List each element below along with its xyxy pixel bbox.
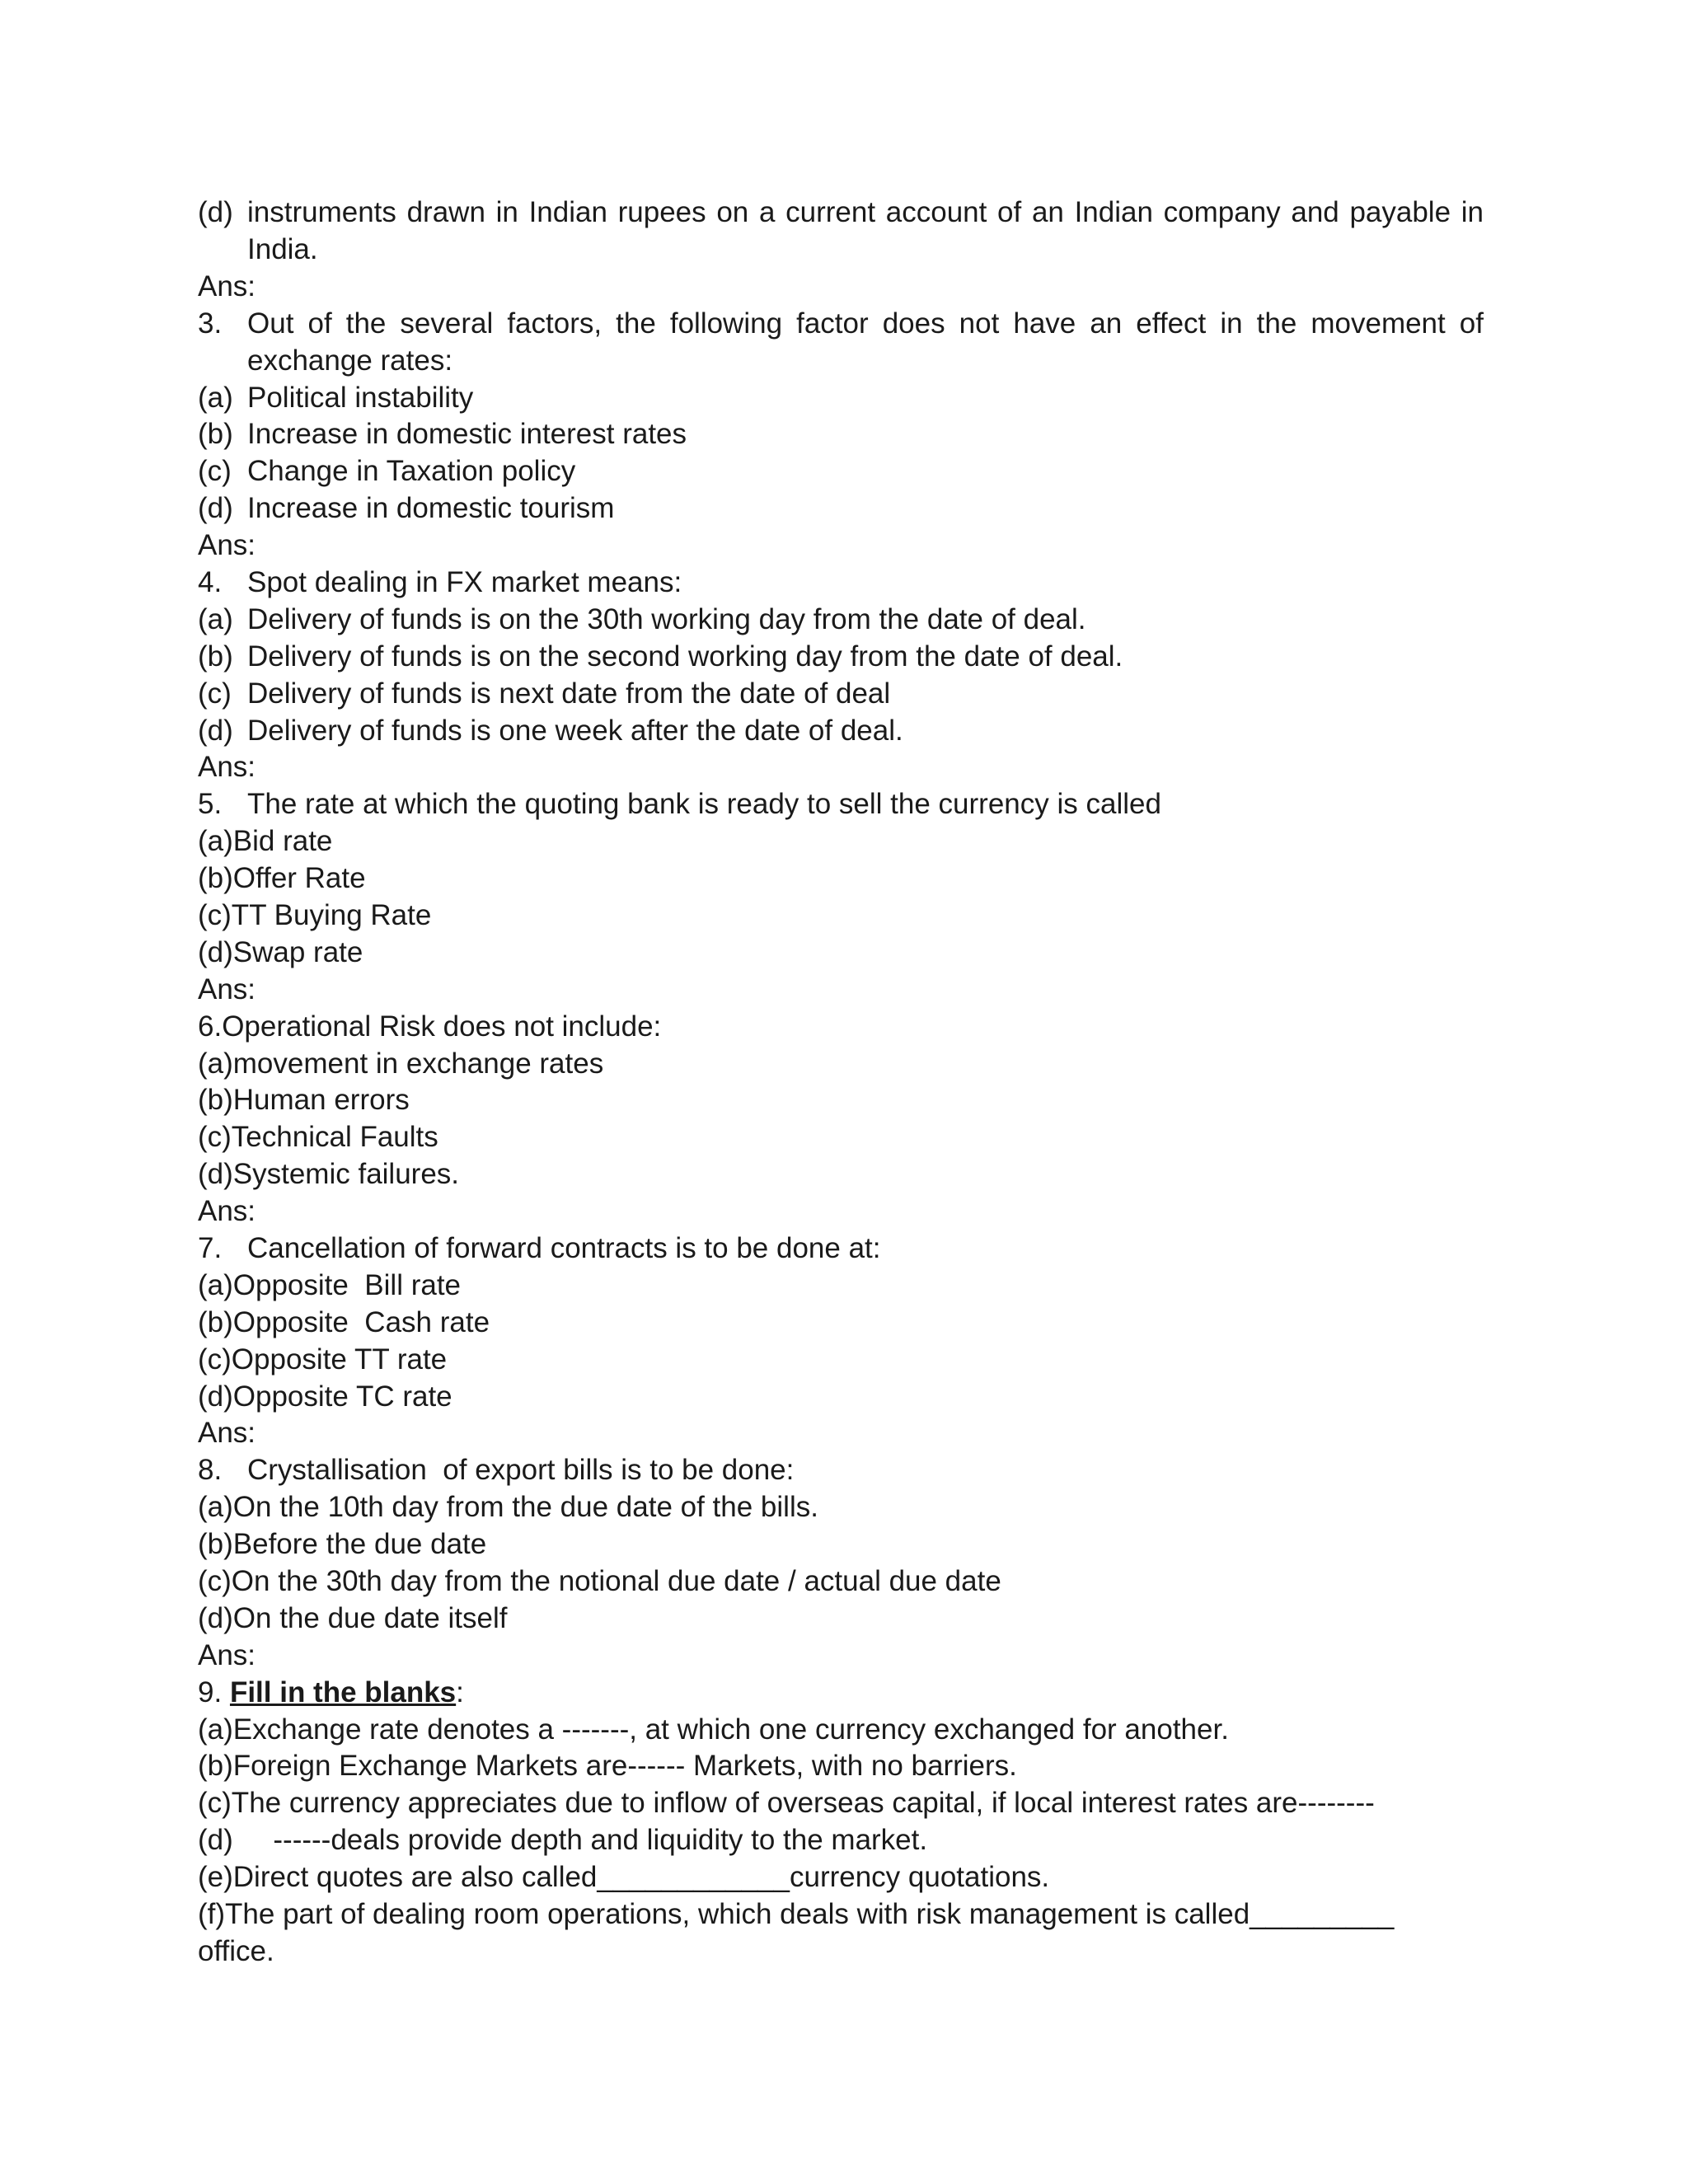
option-text: Delivery of funds is next date from the date of deal [247, 677, 891, 710]
q3-option-d [198, 490, 1484, 527]
question-text: Out of the several factors, the following factor does not have an effect in the movement of exchange rates: [247, 307, 1484, 377]
q4-question [198, 565, 1484, 602]
question-number: 5. [198, 788, 223, 821]
q5-option-a: (a)Bid rate [198, 825, 333, 858]
q7-question [198, 1230, 1484, 1268]
option-text: Political instability [247, 381, 474, 414]
question-number: 8. [198, 1454, 223, 1487]
q9-item-d: (d) ------deals provide depth and liquidity to the market. [198, 1824, 928, 1857]
q4-option-d [198, 713, 1484, 750]
q9-item-b: (b)Foreign Exchange Markets are------ Markets, with no barriers. [198, 1750, 1017, 1783]
q7-option-a: (a)Opposite Bill rate [198, 1268, 462, 1301]
option-label: (d) [198, 492, 233, 525]
q3-option-a [198, 380, 1484, 417]
q9-item-a: (a)Exchange rate denotes a -------, at which one currency exchanged for another. [198, 1713, 1229, 1746]
q7-option-b: (b)Opposite Cash rate [198, 1305, 490, 1338]
q7-option-c: (c)Opposite TT rate [198, 1343, 448, 1376]
option-text: Increase in domestic interest rates [247, 418, 687, 451]
q3-question [198, 306, 1484, 380]
option-label: (d) [198, 196, 233, 228]
q8-option-b: (b)Before the due date [198, 1528, 487, 1561]
q6-option-d: (d)Systemic failures. [198, 1158, 460, 1191]
question-number: 9. [198, 1675, 223, 1708]
q8-option-a: (a)On the 10th day from the due date of the bills. [198, 1491, 818, 1524]
option-label: (d) [198, 714, 233, 747]
question-number: 7. [198, 1232, 223, 1264]
q3-option-c [198, 453, 1484, 490]
q8-option-c: (c)On the 30th day from the notional due date / actual due date [198, 1565, 1001, 1598]
question-text: Crystallisation of export bills is to be done: [247, 1454, 795, 1487]
q9-item-e: (e)Direct quotes are also called____________currency quotations. [198, 1861, 1050, 1894]
q8-option-d: (d)On the due date itself [198, 1601, 508, 1634]
page-content [198, 194, 1484, 1971]
option-text: Delivery of funds is one week after the date of deal. [247, 714, 903, 747]
q9-heading-line [198, 1675, 1484, 1712]
question-text: The rate at which the quoting bank is ready to sell the currency is called [247, 788, 1161, 821]
q6-option-b: (b)Human errors [198, 1084, 410, 1117]
question-text: Spot dealing in FX market means: [247, 565, 682, 598]
q7-answer: Ans: [198, 1417, 256, 1450]
q5-answer: Ans: [198, 972, 256, 1005]
option-text: Change in Taxation policy [247, 455, 576, 488]
option-text: Increase in domestic tourism [247, 492, 615, 525]
q5-option-b: (b)Offer Rate [198, 862, 366, 895]
q4-answer: Ans: [198, 751, 256, 784]
q9-item-f: (f)The part of dealing room operations, which deals with risk management is called_________ [198, 1898, 1395, 1931]
question-text: Cancellation of forward contracts is to be done at: [247, 1232, 881, 1264]
q4-option-b [198, 639, 1484, 676]
option-label: (a) [198, 602, 233, 635]
q3-option-b [198, 416, 1484, 453]
option-text: Delivery of funds is on the second working day from the date of deal. [247, 640, 1123, 673]
heading-colon: : [456, 1675, 464, 1708]
q6-question: 6.Operational Risk does not include: [198, 1010, 662, 1043]
q5-option-d: (d)Swap rate [198, 935, 363, 968]
section-heading: Fill in the blanks [229, 1675, 457, 1708]
q8-question [198, 1452, 1484, 1489]
option-label: (b) [198, 640, 233, 673]
q9-item-c: (c)The currency appreciates due to inflow of overseas capital, if local interest rates are-------- [198, 1787, 1375, 1820]
option-label: (b) [198, 418, 233, 451]
q6-option-c: (c)Technical Faults [198, 1121, 438, 1154]
option-label: (a) [198, 381, 233, 414]
option-text: instruments drawn in Indian rupees on a current account of an Indian company and payable in India. [247, 196, 1484, 265]
q9-item-f-continued: office. [198, 1934, 274, 1967]
q6-answer: Ans: [198, 1195, 256, 1228]
q8-answer: Ans: [198, 1638, 256, 1671]
q3-answer: Ans: [198, 529, 256, 562]
option-label: (c) [198, 455, 232, 488]
q2-option-d [198, 194, 1484, 269]
q2-answer: Ans: [198, 269, 256, 302]
option-label: (c) [198, 677, 232, 710]
q6-option-a: (a)movement in exchange rates [198, 1047, 604, 1080]
question-number: 4. [198, 565, 223, 598]
question-number: 3. [198, 307, 223, 340]
q5-option-c: (c)TT Buying Rate [198, 898, 432, 931]
q5-question [198, 786, 1484, 823]
q4-option-c [198, 676, 1484, 713]
q4-option-a [198, 602, 1484, 639]
option-text: Delivery of funds is on the 30th working day from the date of deal. [247, 602, 1086, 635]
q7-option-d: (d)Opposite TC rate [198, 1380, 452, 1413]
